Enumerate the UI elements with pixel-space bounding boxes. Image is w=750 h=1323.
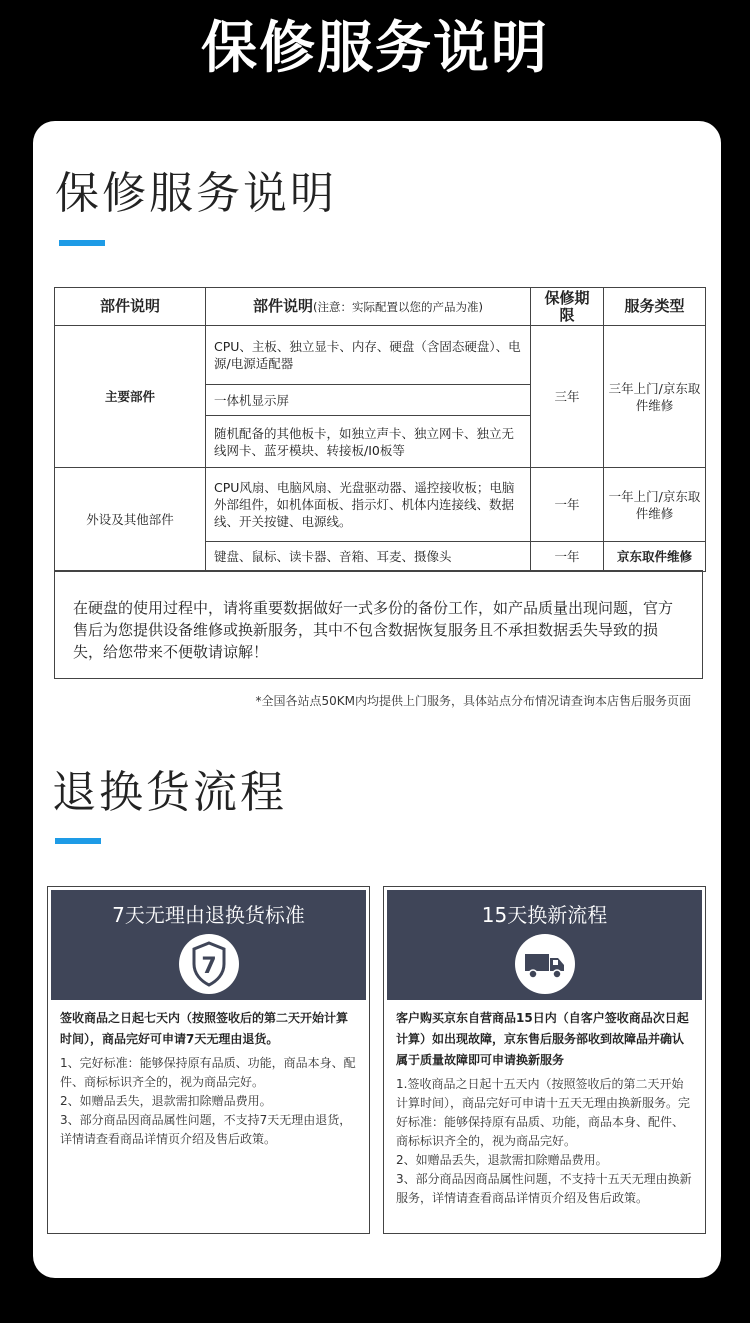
seven-day-box-body (51, 1000, 366, 1149)
service-keyboard: 京东取件维修 (604, 542, 706, 572)
item-core: CPU、主板、独立显卡、内存、硬盘（含固态硬盘）、电源/电源适配器 (206, 326, 531, 385)
group-peripheral-name: 外设及其他部件 (55, 468, 206, 572)
fifteen-day-line-1: 1.签收商品之日起十五天内（按照签收后的第二天开始计算时间），商品完好可申请十五天无理由换新服务。完好标准：能够保持原有品质、功能，商品本身、配件、商标标识齐全的，视为商品完好。 (396, 1077, 691, 1148)
header-part-desc: 部件说明(注意：实际配置以您的产品为准) (206, 288, 531, 326)
table-row (55, 468, 706, 542)
item-boards: 随机配备的其他板卡，如独立声卡、独立网卡、独立无线网卡、蓝牙模块、转接板/I0板等 (206, 416, 531, 468)
returns-accent-bar (55, 838, 101, 844)
disclaimer-text: 在硬盘的使用过程中，请将重要数据做好一式多份的备份工作，如产品质量出现问题，官方售后为您提供设备维修或换新服务，其中不包含数据恢复服务且不承担数据丢失导致的损失，给您带来不便敬请谅解！ (73, 599, 674, 661)
header-service: 服务类型 (604, 288, 706, 326)
fifteen-day-box-header (387, 890, 702, 1000)
item-display: 一体机显示屏 (206, 385, 531, 416)
seven-day-line-3: 3、部分商品因商品属性问题，不支持7天无理由退货，详情请查看商品详情页介绍及售后政策。 (60, 1113, 352, 1146)
warranty-table (54, 287, 706, 572)
period-fans: 一年 (531, 468, 604, 542)
fifteen-day-lead: 客户购买京东自营商品15日内（自客户签收商品次日起计算）如出现故障，京东售后服务部收到故障品并确认属于质量故障即可申请换新服务 (396, 1011, 689, 1067)
seven-day-box-header (51, 890, 366, 1000)
item-keyboard: 键盘、鼠标、读卡器、音箱、耳麦、摄像头 (206, 542, 531, 572)
table-row (55, 326, 706, 385)
seven-day-return-box (47, 886, 370, 1234)
period-keyboard: 一年 (531, 542, 604, 572)
period-main: 三年 (531, 326, 604, 468)
service-footnote: *全国各站点50KM内均提供上门服务，具体站点分布情况请查询本店售后服务页面 (255, 694, 691, 708)
content-card (33, 121, 721, 1278)
seven-day-line-1: 1、完好标准：能够保持原有品质、功能，商品本身、配件、商标标识齐全的，视为商品完好。 (60, 1056, 356, 1089)
group-main-name: 主要部件 (55, 326, 206, 468)
header-period: 保修期限 (531, 288, 604, 326)
fifteen-day-line-3: 3、部分商品因商品属性问题，不支持十五天无理由换新服务，详情请查看商品详情页介绍及售后政策。 (396, 1172, 692, 1205)
header-note: (注意：实际配置以您的产品为准) (313, 299, 483, 314)
shield-7-icon (179, 934, 239, 994)
seven-day-box-title: 7天无理由退换货标准 (112, 903, 305, 927)
table-header-row (55, 288, 706, 326)
delivery-truck-icon (515, 934, 575, 994)
item-fans: CPU风扇、电脑风扇、光盘驱动器、遥控接收板；电脑外部组件，如机体面板、指示灯、机体内连接线、数据线、开关按键、电源线。 (206, 468, 531, 542)
header-part: 部件说明 (55, 288, 206, 326)
service-main: 三年上门/京东取件维修 (604, 326, 706, 468)
data-disclaimer (54, 570, 703, 679)
service-fans: 一年上门/京东取件维修 (604, 468, 706, 542)
svg-text:7: 7 (200, 954, 217, 979)
warranty-section-title: 保修服务说明 (55, 168, 337, 219)
warranty-accent-bar (59, 240, 105, 246)
fifteen-day-box-title: 15天换新流程 (481, 903, 608, 927)
seven-day-lead: 签收商品之日起七天内（按照签收后的第二天开始计算时间），商品完好可申请7天无理由退货。 (60, 1011, 349, 1046)
fifteen-day-box-body (387, 1000, 702, 1208)
fifteen-day-line-2: 2、如赠品丢失，退款需扣除赠品费用。 (396, 1153, 608, 1167)
returns-section-title: 退换货流程 (52, 767, 287, 818)
seven-day-line-2: 2、如赠品丢失，退款需扣除赠品费用。 (60, 1094, 272, 1108)
page-title: 保修服务说明 (201, 16, 549, 81)
fifteen-day-exchange-box (383, 886, 706, 1234)
